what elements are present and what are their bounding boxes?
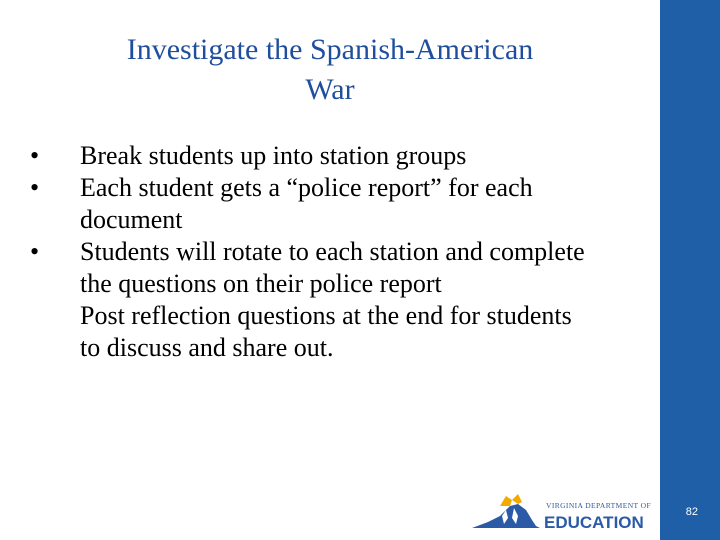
bullet-marker: • [30,141,40,170]
page-number: 82 [685,506,698,518]
bullet-item [28,300,598,364]
bullet-text: Break students up into station groups [80,141,467,170]
bullet-marker: • [30,173,40,202]
bullet-text: Students will rotate to each station and complete the questions on their police report [80,237,585,298]
bullet-list [28,140,598,364]
bullet-item [28,172,598,236]
title-line-2: War [305,73,355,106]
bullet-item [28,236,598,300]
bullet-text: Post reflection questions at the end for students to discuss and share out. [80,301,572,362]
slide-title [40,30,620,110]
virginia-state-map-icon [472,494,540,528]
title-line-1: Investigate the Spanish-American [126,33,534,66]
bullet-text: Each student gets a “police report” for each document [80,173,533,234]
side-accent-bar [660,0,720,540]
logo-line-1: VIRGINIA DEPARTMENT OF [546,501,652,510]
vdoe-logo [470,492,658,532]
bullet-item [28,140,598,172]
logo-line-2: EDUCATION [544,513,644,532]
bullet-marker: • [30,237,40,266]
